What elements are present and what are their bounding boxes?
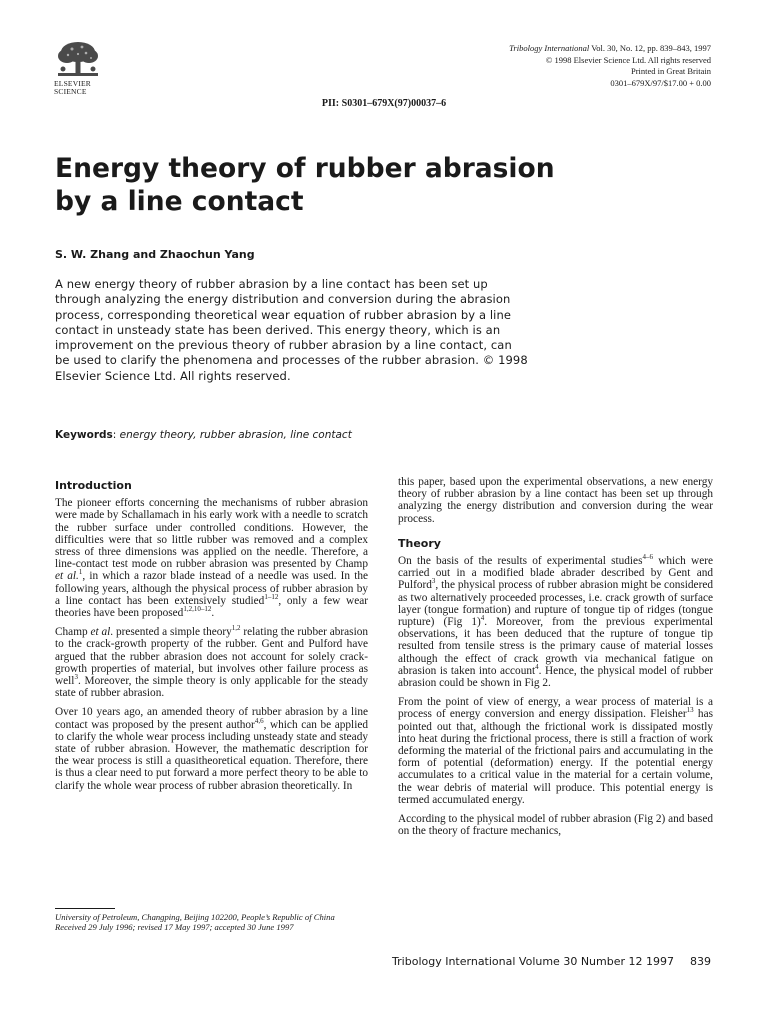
printed-line: Printed in Great Britain	[630, 66, 711, 76]
keywords-label: Keywords	[55, 429, 113, 441]
reference-marker: 4,6	[254, 716, 264, 725]
title-line-1: Energy theory of rubber abrasion	[55, 153, 555, 184]
reference-marker: 1	[78, 568, 83, 577]
received-dates: Received 29 July 1996; revised 17 May 1997; accepted 30 June 1997	[55, 922, 294, 933]
journal-citation-line	[509, 43, 711, 55]
theory-paragraph-1: On the basis of the results of experimental studies$^{4-6}$ which were carried out in a modified blade abrader described by Gent and Pulford$^3$, the physical process of rubber abrasion might be considered as two alternatively proceeded processes, i.e. crack growth of surface layer (tongue formation) and rupture of tongue tip of ridges (tongue rupture) (Fig 1)$^4$. Moreover, from the previous experimental observations, it has been deduced that the rupture of tongue tip resulted from tensile stress is the primary cause of material losses although the effect of crack growth via mechanical fatigue on abrasion is taken into account$^4$. Hence, the physical model of rubber abrasion could be shown in Fig 2.	[398, 553, 713, 690]
reference-marker: 1,2	[231, 624, 241, 633]
author-footnote	[55, 912, 368, 933]
theory-paragraph-2: From the point of view of energy, a wear process of material is a process of energy conversion and energy dissipation. Fleisher$^{13}$ has pointed out that, although the frictional work is dissipated mostly into heat during the frictional process, there is still a fraction of work deforming the material of the frictional pairs and accumulating in the form of potential (deformation) energy. If the potential energy accumulates to a critical value in the material for a certain volume, the wear debris of material will produce. This potential energy is termed accumulated energy.	[398, 696, 713, 806]
reference-marker: 3	[74, 673, 78, 682]
publisher-name-line2: SCIENCE	[54, 87, 87, 96]
publisher-name	[54, 80, 102, 96]
abstract: A new energy theory of rubber abrasion by a line contact has been set up through analyzing the energy distribution and conversion during the abrasion process, corresponding theoretical wear equation of rubber abrasion by a line contact in unsteady state has been derived. This energy theory, which is an improvement on the previous theory of rubber abrasion by a line contact, can be used to clarify the phenomena and processes of the rubber abrasion. © 1998 Elsevier Science Ltd. All rights reserved.	[55, 277, 528, 383]
reference-marker: 3	[431, 577, 436, 586]
authors: S. W. Zhang and Zhaochun Yang	[55, 248, 255, 261]
intro-paragraph-continued: this paper, based upon the experimental observations, a new energy theory of rubber abrasion by a line contact has been set up through analyzing the energy distribution and conversion during the wear process.	[398, 476, 713, 525]
intro-paragraph-3: Over 10 years ago, an amended theory of rubber abrasion by a line contact was proposed by the present author$^{4,6}$, which can be applied to clarify the whole wear process including unsteady state and steady state of rubber abrasion. However, the mathematic description for the wear process is still a quasitheoretical equation. Therefore, there is thus a clear need to put forward a more perfect theory to be able to clarify the whole wear process of rubber abrasion theoretically. In	[55, 706, 369, 792]
page-footer	[392, 955, 711, 968]
author-affiliation: University of Petroleum, Changping, Beijing 102200, People’s Republic of China	[55, 912, 335, 922]
page-number: 839	[690, 955, 711, 968]
reference-marker: 13	[686, 706, 694, 715]
journal-citation-block	[509, 43, 711, 89]
pii-identifier: PII: S0301–679X(97)00037–6	[321, 98, 447, 109]
right-column	[398, 476, 713, 844]
footnote-rule	[55, 908, 115, 909]
footer-journal-line: Tribology International Volume 30 Number 12 1997	[392, 955, 674, 968]
journal-name: Tribology International	[509, 43, 590, 53]
theory-paragraph-3: According to the physical model of rubber abrasion (Fig 2) and based on the theory of fracture mechanics,	[398, 813, 713, 838]
reference-marker: 4	[535, 663, 539, 672]
issn-price-line: 0301–679X/97/$17.00 + 0.00	[610, 77, 711, 88]
theory-heading: Theory	[398, 536, 441, 550]
keywords-text: energy theory, rubber abrasion, line contact	[119, 429, 352, 441]
reference-marker: 1–12	[264, 593, 279, 602]
reference-marker: 4	[480, 614, 485, 623]
publisher-name-line1: ELSEVIER	[54, 79, 92, 88]
reference-marker: 1,2,10–12	[183, 605, 212, 614]
reference-marker: 4–6	[642, 553, 653, 562]
journal-volume-pages: Vol. 30, No. 12, pp. 839–843, 1997	[591, 43, 711, 53]
publisher-logo	[54, 40, 102, 104]
introduction-heading: Introduction	[55, 479, 132, 492]
intro-paragraph-2: Champ et al. presented a simple theory$^{1,2}$ relating the rubber abrasion to the crack-growth property of the rubber. Gent and Pulford have argued that the rubber abrasion does not account for solely crack-growth properties of material, but involves other failure process as well$^3$. Moreover, the simple theory is only applicable for the steady state of rubber abrasion.	[55, 624, 369, 700]
article-title	[55, 152, 655, 218]
intro-paragraph-1: The pioneer efforts concerning the mechanisms of rubber abrasion were made by Schallamach in his early work with a needle to scratch the rubber surface under controlled conditions. However, the difficulties were that so little rubber was removed and a complex stress of three dimensions was applied on the needle. Therefore, a line-contact test mode on rubber abrasion was presented by Champ et al.$^1$, in which a razor blade instead of a needle was used. In the following years, although the physical process of rubber abrasion by a line contact has been extensively studied$^{1-12}$, only a few wear theories have been proposed$^{1,2,10-12}$.	[55, 497, 369, 620]
keywords-line: Keywords: energy theory, rubber abrasion, line contact	[55, 429, 352, 441]
copyright-line: © 1998 Elsevier Science Ltd. All rights reserved	[545, 54, 711, 65]
left-column	[55, 480, 368, 799]
title-line-2: by a line contact	[55, 186, 304, 217]
elsevier-tree-icon	[54, 40, 102, 80]
